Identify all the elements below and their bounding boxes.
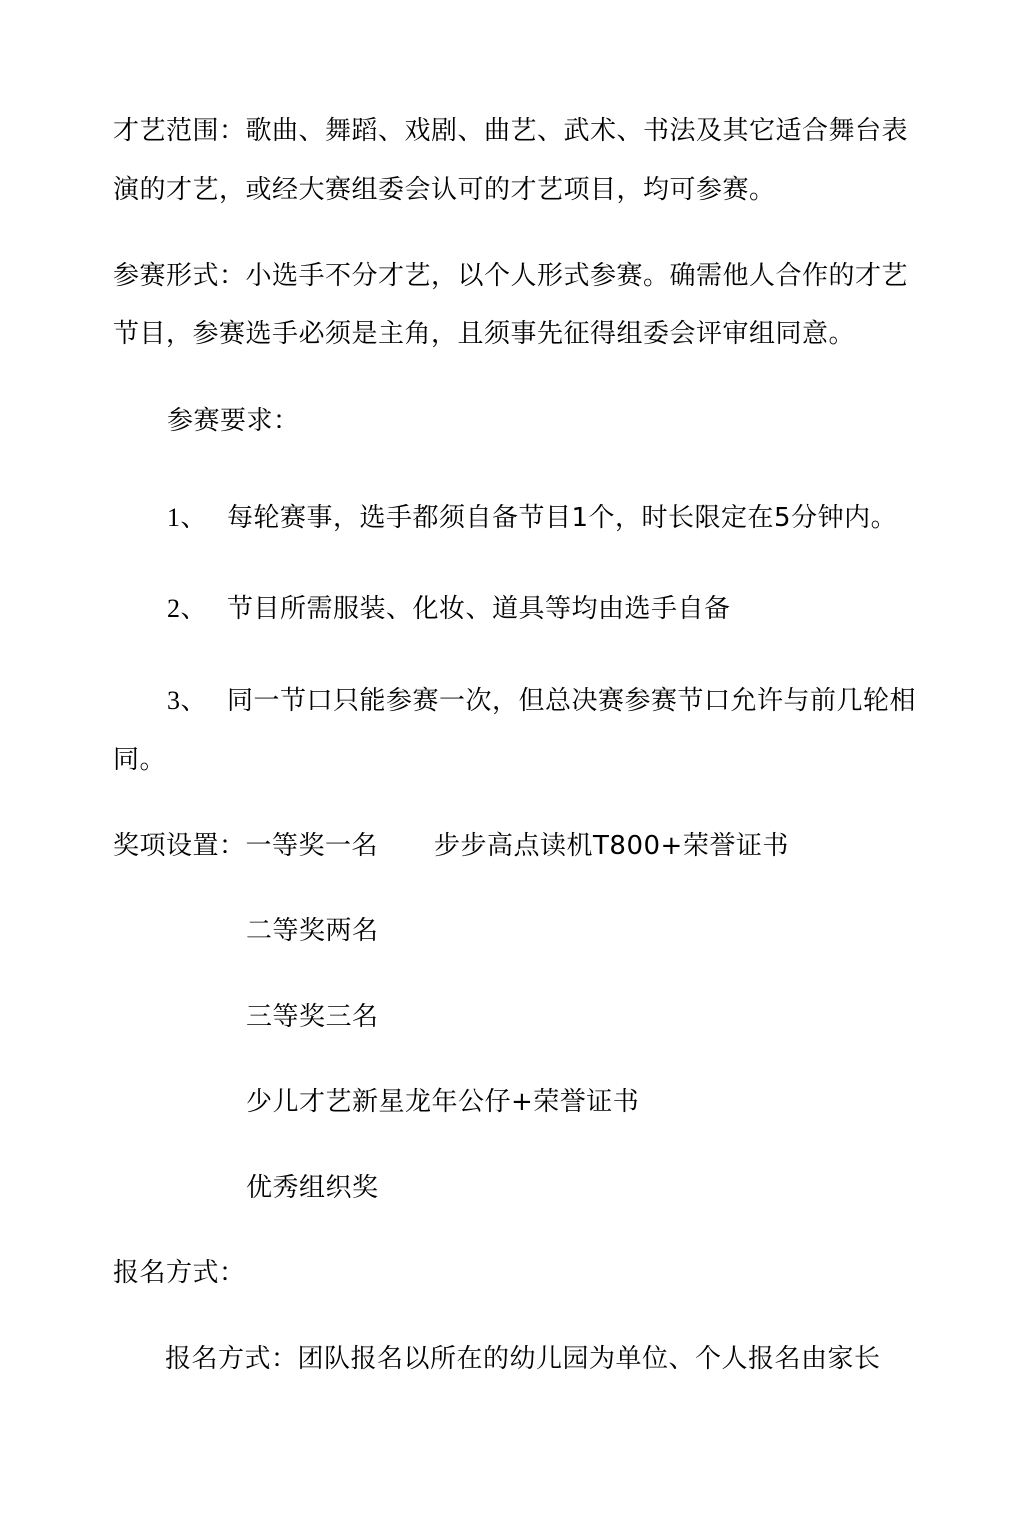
requirement-item-3 [167,684,916,718]
requirement-text-1: 每轮赛事，选手都须自备节目1个，时长限定在5分钟内。 [227,503,898,533]
star-award: 少儿才艺新星龙年公仔+荣誉证书 [246,1087,640,1117]
requirement-text-3: 同一节口只能参赛一次，但总决赛参赛节口允许与前几轮相 [227,686,917,716]
requirement-number-2: 2、 [167,594,208,623]
third-prize: 三等奖三名 [246,1002,379,1032]
requirement-number-3: 3、 [167,686,208,715]
organization-award: 优秀组织奖 [246,1173,379,1203]
second-prize: 二等奖两名 [246,916,379,946]
requirement-number-1: 1、 [167,503,208,532]
awards-first-line [113,829,789,863]
requirement-text-2: 节目所需服装、化妆、道具等均由选手自备 [227,594,731,624]
registration-heading: 报名方式： [113,1258,246,1288]
format-line-1: 参赛形式：小选手不分才艺，以个人形式参赛。确需他人合作的才艺 [113,261,909,291]
requirement-item-3-continuation: 同。 [113,745,167,775]
first-prize-reward: 步步高点读机T800+荣誉证书 [434,831,789,861]
requirement-item-2 [167,592,731,626]
talent-scope-line-1: 才艺范围：歌曲、舞蹈、戏剧、曲艺、武术、书法及其它适合舞台表 [113,116,909,146]
talent-scope-line-2: 演的才艺，或经大赛组委会认可的才艺项目，均可参赛。 [113,175,776,205]
requirement-item-1 [167,501,897,535]
requirements-heading: 参赛要求： [167,406,300,436]
format-line-2: 节目，参赛选手必须是主角，且须事先征得组委会评审组同意。 [113,319,856,349]
registration-text: 报名方式：团队报名以所在的幼儿园为单位、个人报名由家长 [165,1344,881,1374]
awards-label: 奖项设置： [113,831,246,861]
first-prize: 一等奖一名 [245,831,379,861]
